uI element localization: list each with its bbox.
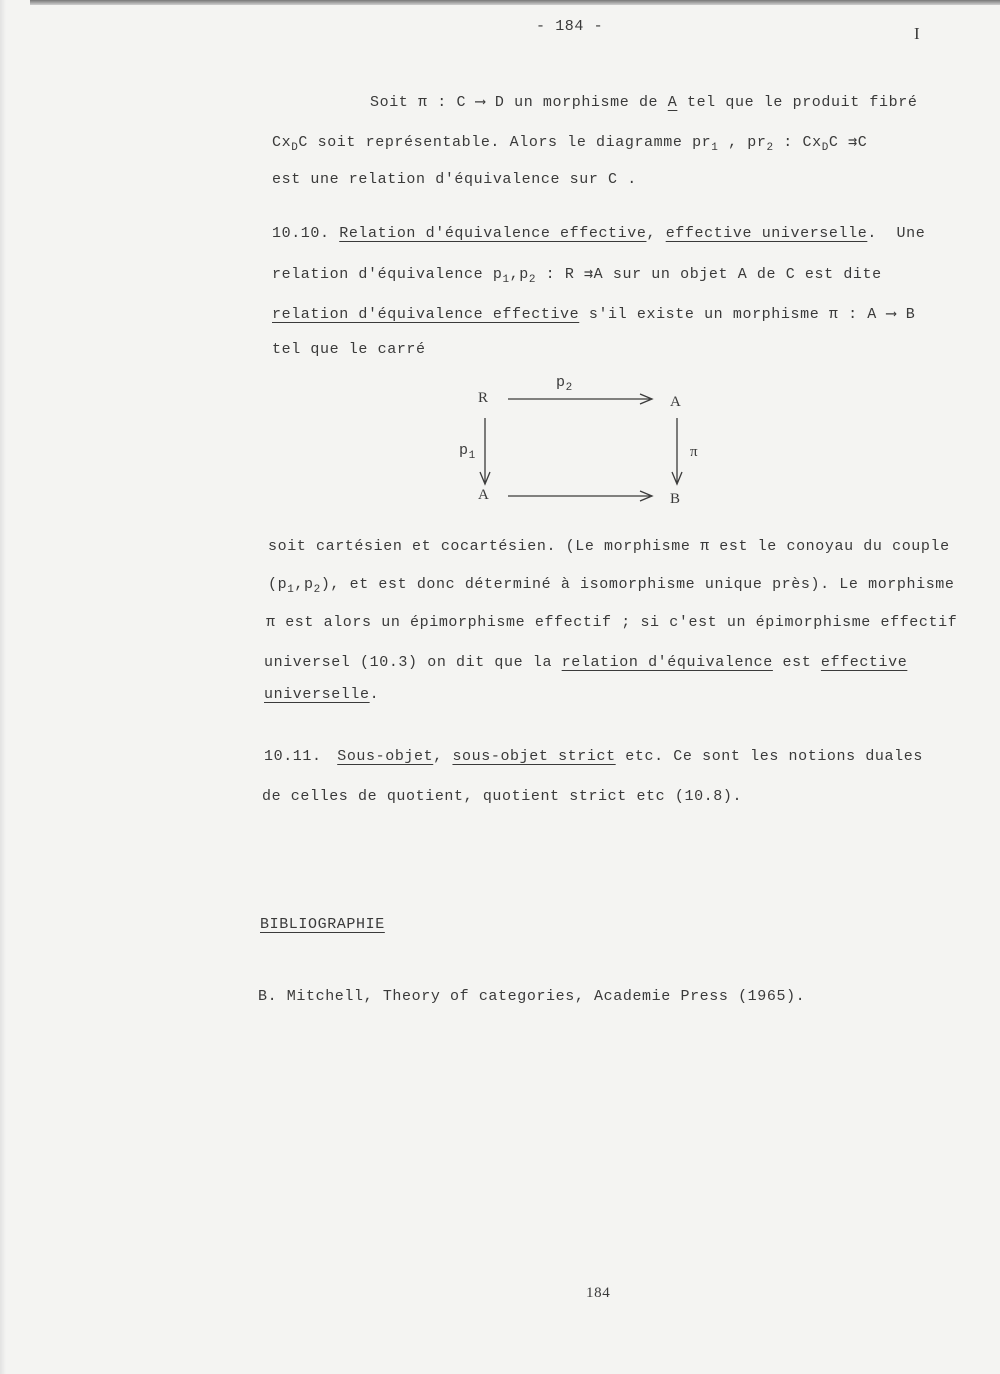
text-colon: : [437, 94, 447, 111]
text-pr: , pr [718, 134, 767, 151]
page-marker: - 184 - [536, 18, 604, 35]
text-morphisme-pi: s'il existe un morphisme π : A ⟶ B [588, 306, 916, 323]
label-p2 [556, 374, 573, 394]
sub-1: 1 [287, 584, 295, 596]
text-comma: , [433, 748, 443, 765]
text-dot: . [867, 225, 877, 242]
p2-line5 [264, 686, 379, 703]
text-double-arrow-C: C ⇉C [828, 134, 868, 151]
sub-2: 2 [766, 142, 774, 154]
text-une: Une [896, 225, 926, 242]
label-pi: π [690, 444, 699, 460]
section-title-universelle: effective universelle [665, 225, 868, 242]
s1011-line1 [264, 748, 923, 765]
text-universel: universel (10.3) on dit que la [264, 654, 553, 671]
text-dot: . [369, 686, 380, 703]
text-determine: ), et est donc déterminé à isomorphisme unique près). Le morphisme [320, 576, 955, 593]
term-universelle: universelle [264, 686, 370, 703]
text-est: est [782, 654, 812, 671]
text-cx: Cx [272, 134, 292, 151]
section-number: 10.11. [264, 748, 322, 765]
text-notions-duales: etc. Ce sont les notions duales [625, 748, 923, 765]
text-p: ,p [294, 576, 314, 593]
text-comma: , [646, 225, 657, 242]
sub-D2: D [821, 142, 829, 154]
category-A: A [667, 94, 678, 111]
text-representable: C soit représentable. Alors le diagramme pr [298, 134, 712, 151]
term-relation: relation d'équivalence [561, 654, 773, 671]
sub-1: 1 [468, 450, 476, 462]
text-soit: Soit [370, 94, 409, 111]
p1-line3: est une relation d'équivalence sur C . [272, 171, 637, 188]
text-p: p [556, 374, 566, 391]
text-relation: relation d'équivalence p [272, 266, 503, 283]
bibliography-entry: B. Mitchell, Theory of categories, Academie Press (1965). [258, 988, 806, 1005]
node-A-bottom: A [478, 487, 490, 503]
chapter-marker: I [914, 24, 921, 43]
s1011-line2: de celles de quotient, quotient strict etc (10.8). [262, 788, 743, 805]
symbol-pi: π [418, 94, 428, 111]
section-title-effective: Relation d'équivalence effective [339, 225, 647, 242]
page-number: 184 [586, 1285, 611, 1301]
p2-line1: soit cartésien et cocartésien. (Le morphisme π est le conoyau du couple [268, 538, 950, 555]
text-p: p [459, 442, 469, 459]
p2-line3: π est alors un épimorphisme effectif ; si c'est un épimorphisme effectif [266, 614, 958, 631]
text-C: C [456, 94, 467, 111]
node-B: B [670, 491, 681, 507]
text-open: (p [268, 576, 288, 593]
text-p: ,p [509, 266, 529, 283]
sub-D: D [291, 142, 299, 154]
s1010-line4: tel que le carré [272, 341, 426, 358]
p2-line4 [264, 654, 907, 671]
text-morphisme: D un morphisme de [494, 94, 659, 111]
term-relation-effective: relation d'équivalence effective [272, 306, 580, 323]
text-produit-fibre: tel que le produit fibré [686, 94, 918, 111]
bibliography-heading: BIBLIOGRAPHIE [260, 916, 385, 933]
term-sous-objet-strict: sous-objet strict [452, 748, 616, 765]
term-effective: effective [820, 654, 908, 671]
sub-2: 2 [313, 584, 321, 596]
term-sous-objet: Sous-objet [337, 748, 434, 765]
sub-1: 1 [711, 142, 719, 154]
label-p1 [459, 442, 476, 462]
node-R: R [478, 390, 489, 406]
sub-2: 2 [528, 274, 537, 286]
node-A-top: A [670, 394, 682, 410]
sub-2: 2 [565, 382, 573, 394]
arrow-icon: ⟶ [475, 94, 486, 111]
sub-1: 1 [502, 274, 510, 286]
text-sur-objet: : R ⇉A sur un objet A de C est dite [536, 266, 882, 283]
text-cx2: : Cx [773, 134, 822, 151]
section-number: 10.10. [272, 225, 330, 242]
p2-line2 [268, 576, 955, 596]
